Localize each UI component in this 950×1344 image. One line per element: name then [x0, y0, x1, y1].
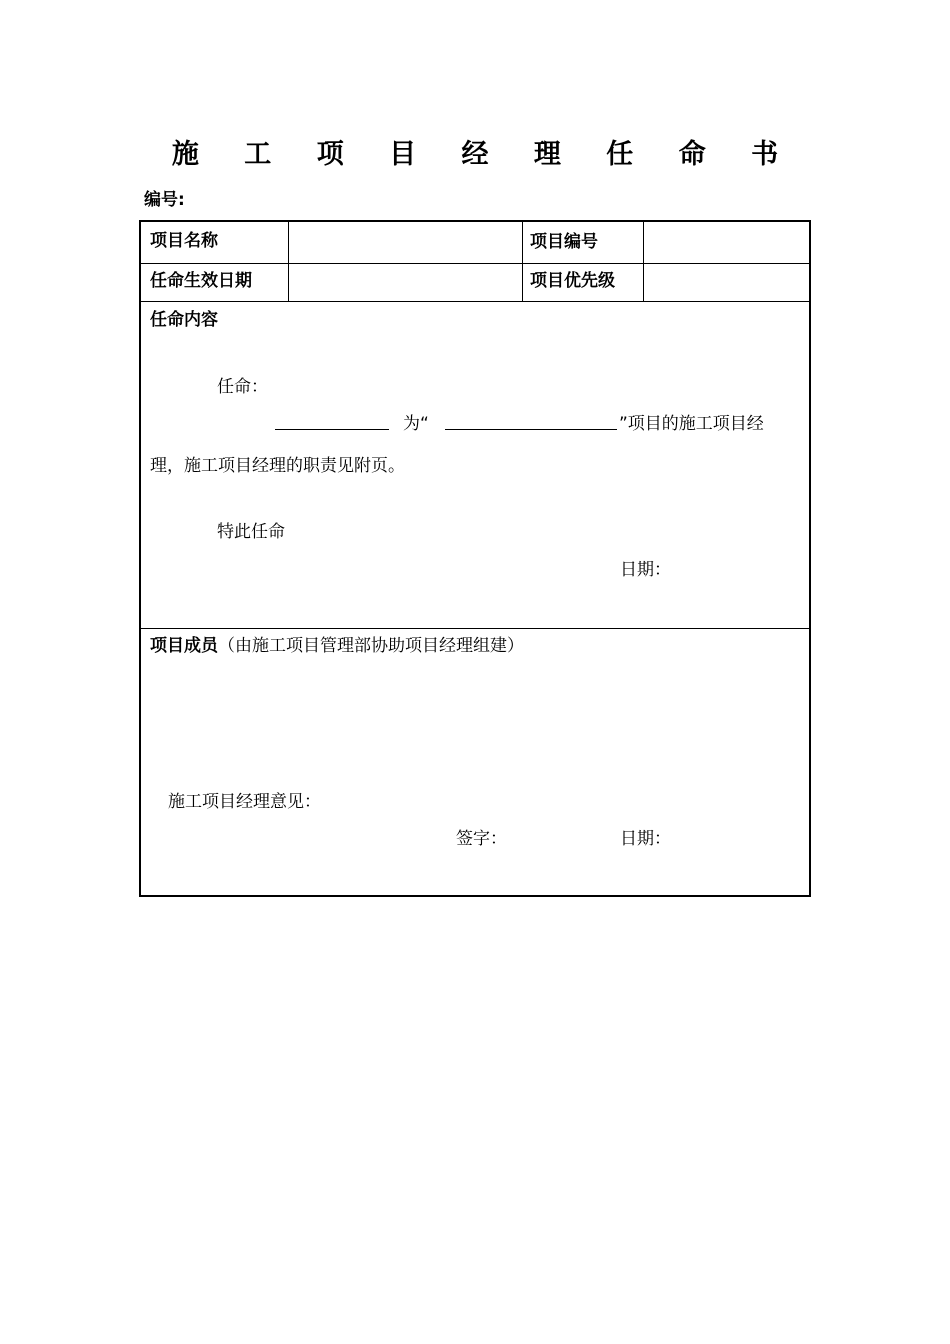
column-divider-2 [522, 222, 523, 302]
appoint-text: 任命： [217, 377, 268, 397]
appointee-line [275, 410, 389, 430]
priority-field[interactable] [645, 265, 807, 300]
signature-label: 签字： [456, 829, 507, 849]
pm-opinion-label: 施工项目经理意见： [168, 792, 321, 812]
project-code-field[interactable] [645, 224, 807, 262]
project-name-blank-line [445, 410, 617, 430]
as-text: 为“ [403, 414, 429, 434]
document-title: 施 工 项 目 经 理 任 命 书 [171, 139, 797, 170]
members-section-label: 项目成员 [150, 636, 218, 656]
members-section-note: （由施工项目管理部协助项目经理组建） [218, 636, 524, 656]
effective-date-label: 任命生效日期 [150, 271, 252, 291]
duties-text: 理，施工项目经理的职责见附页。 [150, 456, 405, 476]
column-divider-3 [643, 222, 644, 302]
appointment-form-table [139, 220, 811, 897]
members-date-label: 日期： [620, 829, 671, 849]
close-quote-text: ”项目的施工项目经 [619, 414, 764, 434]
row-divider-3 [141, 628, 809, 629]
appointment-section-label: 任命内容 [150, 310, 218, 330]
members-section-heading [150, 631, 524, 656]
appointment-date-label: 日期： [620, 560, 671, 580]
document-number-label: 编号: [144, 190, 185, 210]
project-code-label: 项目编号 [530, 232, 598, 252]
priority-label: 项目优先级 [530, 271, 615, 291]
column-divider-1 [288, 222, 289, 302]
row-divider-2 [141, 301, 809, 302]
row-divider-1 [141, 263, 809, 264]
hereby-appoint-text: 特此任命 [217, 522, 285, 542]
project-name-label: 项目名称 [150, 231, 218, 251]
appointee-name-blank[interactable] [275, 411, 389, 430]
project-name-blank[interactable] [445, 411, 617, 430]
effective-date-field[interactable] [290, 265, 520, 300]
project-name-field[interactable] [290, 224, 520, 262]
